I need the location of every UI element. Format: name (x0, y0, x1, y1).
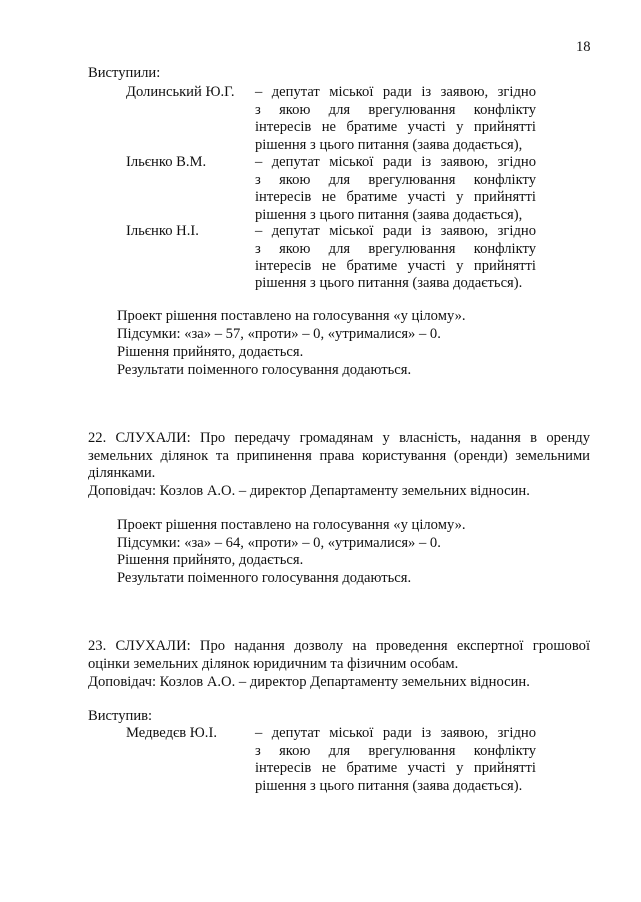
vote-project-line: Проект рішення поставлено на голосування «у цілому». (117, 308, 466, 324)
speaker-statement-line: – депутат міської ради із заявою, згідно (255, 725, 536, 741)
speaker-statement-line: інтересів не братиме участі у прийнятті (255, 258, 536, 274)
speaker-statement-line: – депутат міської ради із заявою, згідно (255, 223, 536, 239)
speaker-heading: Виступив: (88, 708, 153, 724)
speaker-statement-line: з якою для врегулювання конфлікту (255, 743, 536, 759)
speaker-name: Долинський Ю.Г. (126, 84, 235, 100)
agenda-item-heading: ділянками. (88, 465, 156, 481)
roll-call-line: Результати поіменного голосування додаються. (117, 362, 412, 378)
speaker-statement-line: рішення з цього питання (заява додається). (255, 275, 523, 291)
agenda-item-heading: оцінки земельних ділянок юридичним та фізичним особам. (88, 656, 459, 672)
page-number: 18 (576, 39, 591, 55)
decision-line: Рішення прийнято, додається. (117, 552, 304, 568)
speaker-statement-line: з якою для врегулювання конфлікту (255, 241, 536, 257)
roll-call-line: Результати поіменного голосування додаються. (117, 570, 412, 586)
speaker-statement-line: – депутат міської ради із заявою, згідно (255, 154, 536, 170)
speaker-statement-line: рішення з цього питання (заява додається), (255, 207, 523, 223)
speaker-statement-line: інтересів не братиме участі у прийнятті (255, 189, 536, 205)
vote-results-line: Підсумки: «за» – 64, «проти» – 0, «утрималися» – 0. (117, 535, 441, 551)
agenda-item-heading: 22. СЛУХАЛИ: Про передачу громадянам у власність, надання в оренду (88, 430, 590, 446)
vote-project-line: Проект рішення поставлено на голосування «у цілому». (117, 517, 466, 533)
vote-results-line: Підсумки: «за» – 57, «проти» – 0, «утрималися» – 0. (117, 326, 441, 342)
speaker-statement-line: – депутат міської ради із заявою, згідно (255, 84, 536, 100)
speaker-name: Ільєнко Н.І. (126, 223, 199, 239)
speaker-statement-line: інтересів не братиме участі у прийнятті (255, 760, 536, 776)
agenda-item-heading: 23. СЛУХАЛИ: Про надання дозволу на проведення експертної грошової (88, 638, 590, 654)
speaker-statement-line: інтересів не братиме участі у прийнятті (255, 119, 536, 135)
speaker-statement-line: рішення з цього питання (заява додається), (255, 137, 523, 153)
speaker-name: Ільєнко В.М. (126, 154, 207, 170)
speaker-statement-line: з якою для врегулювання конфлікту (255, 172, 536, 188)
speaker-statement-line: з якою для врегулювання конфлікту (255, 102, 536, 118)
decision-line: Рішення прийнято, додається. (117, 344, 304, 360)
reporter-line: Доповідач: Козлов А.О. – директор Департаменту земельних відносин. (88, 674, 530, 690)
speaker-statement-line: рішення з цього питання (заява додається). (255, 778, 523, 794)
reporter-line: Доповідач: Козлов А.О. – директор Департаменту земельних відносин. (88, 483, 530, 499)
speakers-heading: Виступили: (88, 65, 161, 81)
speaker-name: Медведєв Ю.І. (126, 725, 217, 741)
agenda-item-heading: земельних ділянок та припинення права користування (оренди) земельними (88, 448, 590, 464)
